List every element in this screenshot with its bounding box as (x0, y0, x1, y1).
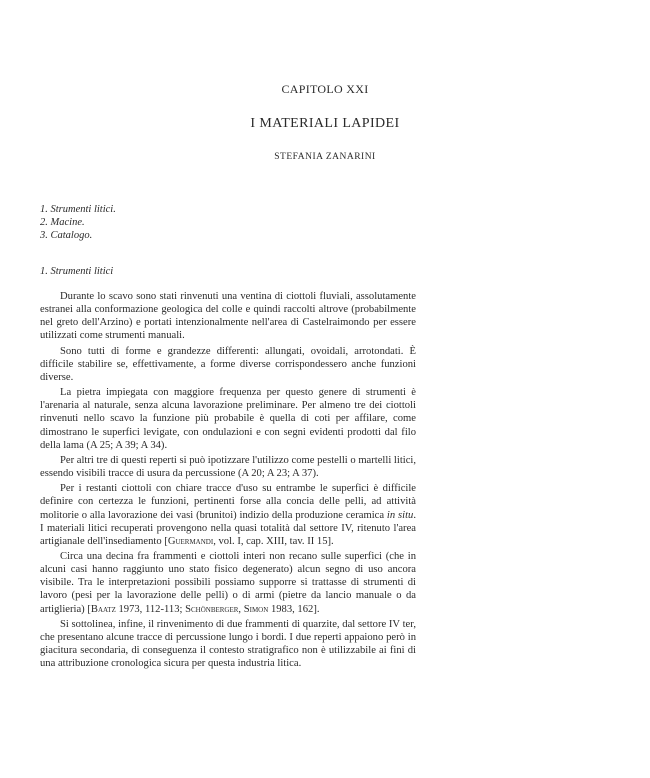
author-name: STEFANIA ZANARINI (274, 152, 376, 162)
section-heading: 1. Strumenti litici (40, 266, 114, 277)
paragraph: Sono tutti di forme e grandezze differenti: allungati, ovoidali, arrotondati. È difficile stabilire se, effettivamente, a forme diverse corrispondessero anche funzioni diverse. (40, 345, 416, 383)
paragraph (40, 482, 416, 548)
chapter-title: I MATERIALI LAPIDEI (250, 116, 400, 131)
paragraph: Si sottolinea, infine, il rinvenimento di due frammenti di quarzite, dal settore IV ter, che presentano alcune tracce di percussione lungo i bordi. I due reperti appaiono però in giacitura secondaria, di conseguenza il contesto stratigrafico non è utilizzabile ai fini di una attribuzione cronologica sicura per questa industria litica. (40, 618, 416, 670)
paragraph-text: . I materiali litici recuperati provengono nella quasi totalità dal settore IV, ritenuto l'area artigianale dell'insediamento [ (40, 509, 416, 547)
chapter-label: CAPITOLO XXI (281, 82, 369, 96)
italic-term: in situ (386, 509, 414, 521)
paragraph: Per altri tre di questi reperti si può ipotizzare l'utilizzo come pestelli o martelli litici, essendo visibili tracce di usura da percussione (A 20; A 23; A 37). (40, 454, 416, 480)
citation-author: Guermandi (167, 535, 214, 547)
paragraph-text: Circa una decina fra frammenti e ciottoli interi non recano sulle superfici (che in alcuni casi hanno raggiunto uno stato fisico degenerato) alcun segno di uso ancora visibile. Tra le interpretazioni possibili possiamo supporre si trattasse di strumenti di lavoro (pesi per la lavorazione delle pelli) o di armi (pietre da lancio manuale o da artiglieria) [ (40, 550, 416, 615)
paragraph-text: 1983, 162]. (268, 603, 320, 615)
paragraph: Durante lo scavo sono stati rinvenuti una ventina di ciottoli fluviali, assolutamente estranei alla conformazione geologica del colle e quindi raccolti altrove (probabilmente nel greto dell'Arzino) e portati intenzionalmente nell'area di Castelraimondo per essere utilizzati come strumenti manuali. (40, 291, 416, 342)
toc-item: 3. Catalogo. (40, 230, 93, 241)
paragraph-text: Per i restanti ciottoli con chiare tracce d'uso su entrambe le superfici è difficile definire con certezza le funzioni, pertinenti forse alla concia delle pelli, ad attività molitorie o alla lavorazione dei vasi (brunitoi) indizio della produzione ceramica (40, 483, 416, 521)
paragraph (40, 550, 416, 616)
citation-author: Schönberger, Simon (185, 603, 269, 615)
toc-item: 2. Macine. (40, 217, 85, 228)
table-of-contents (40, 203, 116, 242)
paragraph: La pietra impiegata con maggiore frequenza per questo genere di strumenti è l'arenaria al naturale, senza alcuna lavorazione preliminare. Per almeno tre dei ciottoli rinvenuti nello scavo la funzione più probabile è quella di coti per affilare, come dimostrano le superfici levigate, con ondulazioni e con segni evidenti prodotti dal filo della lama (A 25; A 39; A 34). (40, 387, 416, 451)
paragraph-text: , vol. I, cap. XIII, tav. II 15]. (213, 535, 334, 547)
paragraph-text: 1973, 112-113; (115, 603, 186, 615)
toc-item: 1. Strumenti litici. (40, 204, 116, 215)
body-text (40, 290, 416, 672)
citation-author: Baatz (90, 603, 116, 615)
